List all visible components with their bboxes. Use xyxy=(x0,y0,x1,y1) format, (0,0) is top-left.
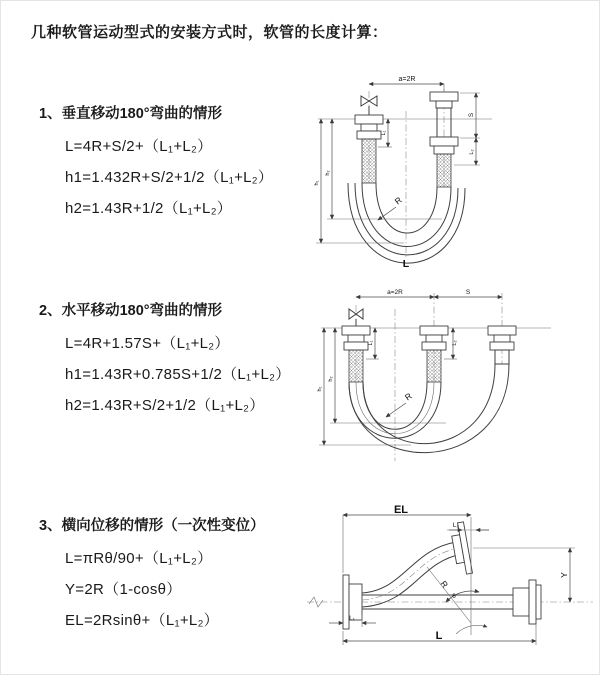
radius-label: R xyxy=(438,578,451,590)
left-fitting xyxy=(355,115,383,183)
dim-label-h1: h₁ xyxy=(317,386,323,392)
radius-label: R xyxy=(392,194,404,207)
section-3 xyxy=(39,514,319,642)
section-3-formula-L: L=πRθ/90+（L₁+L₂） xyxy=(65,550,213,567)
section-3-heading: 3、横向位移的情形（一次性变位） xyxy=(39,518,265,534)
dim-label-h2: h₂ xyxy=(325,170,331,176)
dim-label-s: S xyxy=(468,112,475,118)
dim-label-a2r: a=2R xyxy=(398,76,416,83)
right-flange xyxy=(513,580,541,624)
radius-leader xyxy=(386,391,414,417)
section-1-formula-h2: h2=1.43R+1/2（L₁+L₂） xyxy=(65,200,233,217)
dimension-l xyxy=(343,624,536,645)
length-label: L xyxy=(402,258,410,269)
dimension-l1 xyxy=(329,615,376,627)
radius-leader xyxy=(378,195,404,220)
left-fitting xyxy=(342,326,370,382)
page-title: 几种软管运动型式的安装方式时，软管的长度计算： xyxy=(31,24,388,41)
section-2 xyxy=(39,299,319,427)
dim-label-l2: L₂ xyxy=(452,522,460,529)
dimension-a2r xyxy=(369,76,444,91)
s-curve-hose xyxy=(362,542,462,607)
radius-label: R xyxy=(402,390,414,403)
dimension-l2 xyxy=(447,522,489,530)
u-hose-curves xyxy=(348,183,465,263)
middle-fitting xyxy=(420,326,448,382)
dim-label-y: Y xyxy=(559,572,569,578)
section-1-heading: 1、垂直移动180°弯曲的情形 xyxy=(39,106,223,122)
section-2-heading: 2、水平移动180°弯曲的情形 xyxy=(39,303,223,319)
moved-fitting xyxy=(488,326,516,364)
dimension-s-l2 xyxy=(454,93,480,165)
section-1-formula-h1: h1=1.432R+S/2+1/2（L₁+L₂） xyxy=(65,169,274,186)
dim-label-el: EL xyxy=(393,504,409,516)
section-2-formula-h1: h1=1.43R+0.785S+1/2（L₁+L₂） xyxy=(65,366,291,383)
dim-label-l1: L₁ xyxy=(381,130,387,136)
radius-and-angle xyxy=(427,567,487,634)
section-2-formula-h2: h2=1.43R+S/2+1/2（L₁+L₂） xyxy=(65,397,265,414)
section-2-formula-L: L=4R+1.57S+（L₁+L₂） xyxy=(65,335,230,352)
dim-label-s: S xyxy=(465,289,471,296)
dim-label-l2: L₂ xyxy=(452,340,458,346)
angle-label: θ xyxy=(452,593,456,600)
section-3-formula-Y: Y=2R（1-cosθ） xyxy=(65,581,182,598)
dim-label-l: L xyxy=(435,630,443,642)
dim-label-l1: L₁ xyxy=(349,615,355,622)
right-fitting xyxy=(430,92,458,187)
dimension-a2r-s xyxy=(356,289,502,297)
section-3-formula-EL: EL=2Rsinθ+（L₁+L₂） xyxy=(65,612,219,629)
dim-label-h2: h₂ xyxy=(328,376,334,382)
section-1 xyxy=(39,102,319,230)
dim-label-l1: L₁ xyxy=(368,340,374,346)
diagram-1-vertical-u-bend xyxy=(304,71,591,269)
dim-label-l2: L₂ xyxy=(469,149,475,155)
dim-label-a2r: a=2R xyxy=(387,289,403,296)
diagram-2-horizontal-u-bend xyxy=(306,283,600,471)
diagram-3-lateral-displacement xyxy=(299,503,600,655)
section-1-formula-L: L=4R+S/2+（L₁+L₂） xyxy=(65,138,213,155)
dim-label-h1: h₁ xyxy=(314,180,320,186)
